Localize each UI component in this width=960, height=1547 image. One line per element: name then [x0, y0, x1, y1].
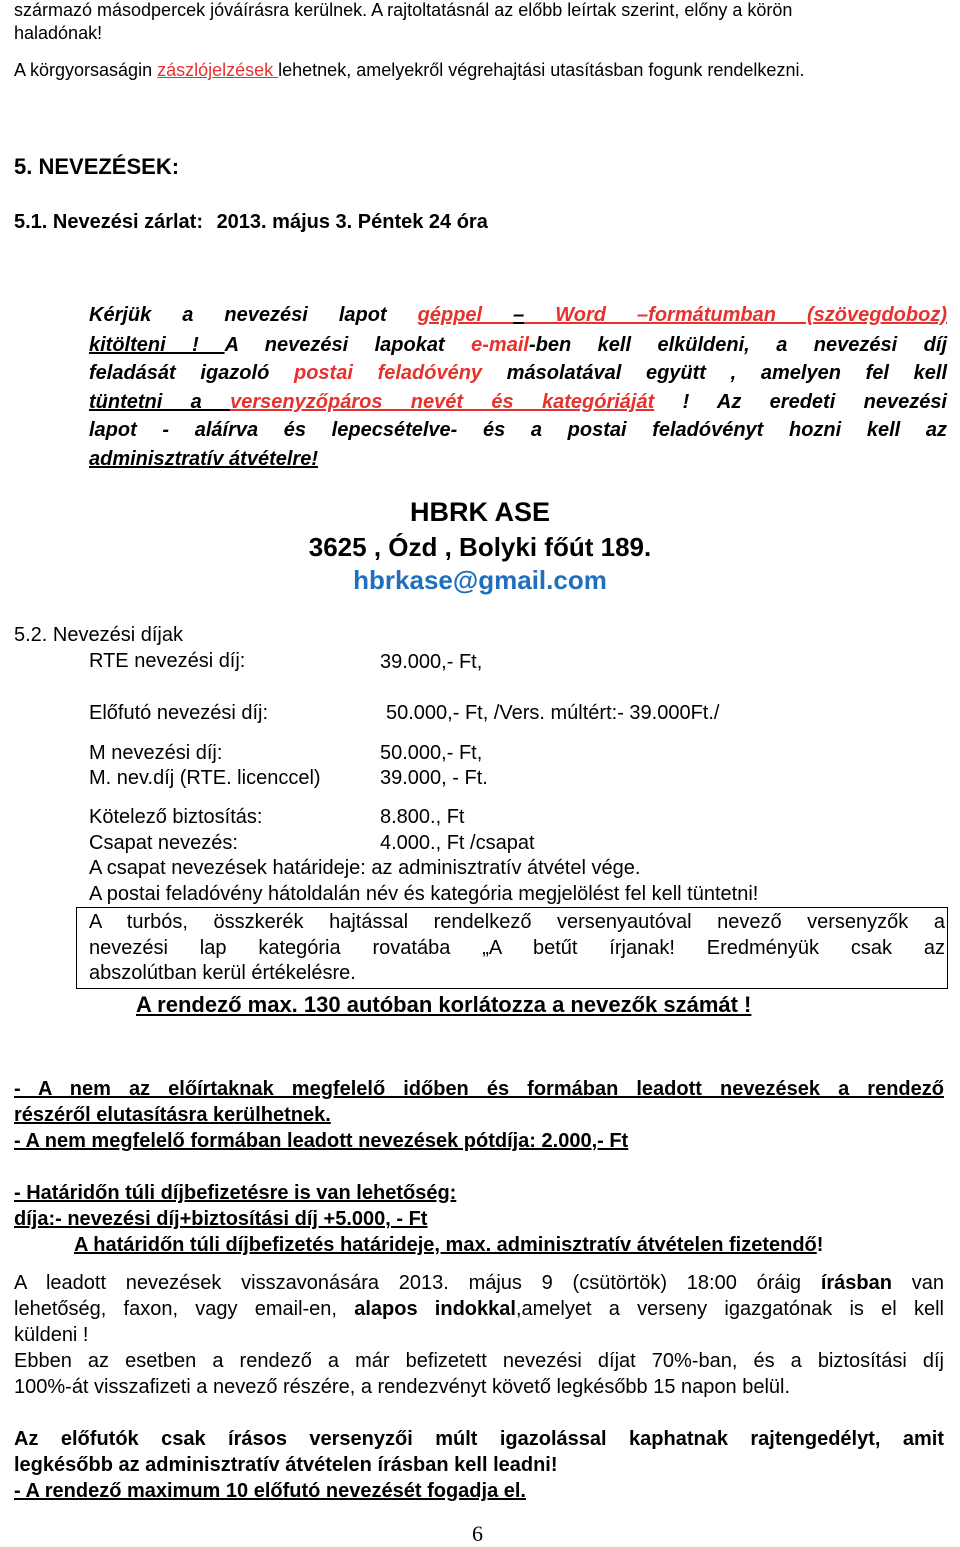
notice-line-3	[89, 362, 947, 385]
rule-late-line-1: - A nem az előírtaknak megfelelő időben és formában leadott nevezések a rendező	[14, 1078, 944, 1100]
fee-value-rte: 39.000,- Ft,	[380, 651, 483, 673]
rule-late-line-2: részéről elutasításra kerülhetnek.	[14, 1104, 331, 1126]
late-payment-deadline-end: !	[816, 1234, 824, 1256]
late-payment-deadline	[74, 1234, 823, 1257]
intro-line-2: haladónak!	[14, 23, 103, 43]
team-deadline: A csapat nevezések határideje: az adminisztratív átvétel vége.	[89, 857, 641, 879]
fee-label-team: Csapat nevezés:	[89, 832, 238, 854]
fee-label-insurance: Kötelező biztosítás:	[89, 806, 263, 828]
late-payment-deadline-text: A határidőn túli díjbefizetés határideje, max. adminisztratív átvételen fizetendő	[74, 1234, 817, 1256]
notice-highlight-pair: versenyzőpáros nevét és kategóriáját	[230, 391, 655, 413]
intro-line-3	[14, 60, 804, 81]
notice-text: Kérjük a nevezési lapot	[89, 304, 418, 326]
notice-highlight-machine: géppel	[417, 304, 514, 326]
notice-text: feladását igazoló	[89, 362, 294, 384]
fee-label-m: M nevezési díj:	[89, 742, 223, 764]
deadline-value: 2013. május 3. Péntek 24 óra	[216, 211, 488, 233]
notice-highlight-email: e-mail	[471, 334, 529, 356]
intro-line-1: származó másodpercek jóváírásra kerülnek. A rajtoltatásnál az előbb leírtak szerint, előny a körön	[14, 0, 793, 20]
withdraw-line-2: lehetőség, faxon, vagy email-en, alapos indokkal,amelyet a verseny igazgatónak is el kell	[14, 1298, 944, 1320]
page-number: 6	[472, 1521, 483, 1546]
notice-text: másolatával együtt , amelyen fel kell	[482, 362, 948, 384]
fee-label-m-licence: M. nev.díj (RTE. licenccel)	[89, 767, 321, 789]
withdraw-line-1: A leadott nevezések visszavonására 2013. május 9 (csütörtök) 18:00 óráig írásban van	[14, 1272, 944, 1294]
postal-note: A postai feladóvény hátoldalán név és kategória megjelölést fel kell tüntetni!	[89, 883, 759, 905]
fee-label-rte: RTE nevezési díj:	[89, 650, 246, 672]
notice-line-2	[89, 334, 947, 357]
notice-text: kitölteni !	[89, 334, 225, 356]
withdraw-with-reasons: alapos indokkal	[354, 1298, 516, 1320]
fees-heading: 5.2. Nevezési díjak	[14, 624, 183, 646]
withdraw-line-4: Ebben az esetben a rendező a már befizetett nevezési díjat 70%-ban, és a biztosítási díj	[14, 1350, 944, 1372]
notice-line-5	[89, 419, 947, 442]
notice-text: lapot - aláírva és lepecsételve- és a postai feladóvényt hozni kell az	[89, 419, 947, 441]
fee-value-m-licence: 39.000, - Ft.	[380, 767, 488, 789]
fee-label-prerunner: Előfutó nevezési díj:	[89, 702, 268, 724]
notice-line-6: adminisztratív átvételre!	[89, 448, 318, 470]
notice-line-1	[89, 304, 947, 327]
deadline-label: 5.1. Nevezési zárlat:	[14, 211, 203, 233]
intro-line-3-post: lehetnek, amelyekről végrehajtási utasításban fogunk rendelkezni.	[278, 60, 805, 80]
deadline-line	[14, 211, 488, 234]
org-email[interactable]: hbrkase@gmail.com	[353, 565, 607, 595]
org-address: 3625 , Ózd , Bolyki főút 189.	[308, 532, 652, 562]
notice-highlight-word: Word –formátumban (szövegdoboz)	[524, 304, 947, 326]
withdraw-in-writing: írásban	[820, 1272, 892, 1294]
notice-dash: –	[513, 304, 525, 326]
prerunner-line-1: Az előfutók csak írásos versenyzői múlt igazolással kaphatnak rajtengedélyt, amit	[14, 1428, 944, 1450]
notice-text: ! Az eredeti nevezési	[654, 391, 947, 413]
withdraw-line-3: küldeni !	[14, 1324, 89, 1346]
notice-line-4	[89, 391, 947, 414]
notice-text: -ben kell elküldeni, a nevezési díj	[528, 334, 948, 356]
notice-text: A nevezési lapokat	[224, 334, 472, 356]
late-payment-fee: díja:- nevezési díj+biztosítási díj +5.000, - Ft	[14, 1208, 428, 1230]
boxed-line-1: A turbós, összkerék hajtással rendelkező versenyautóval nevező versenyzők a	[89, 911, 945, 933]
org-name: HBRK ASE	[409, 497, 550, 527]
boxed-line-2: nevezési lap kategória rovatába „A betűt írjanak! Eredményük csak az	[89, 937, 945, 959]
late-payment-heading: - Határidőn túli díjbefizetésre is van lehetőség:	[14, 1182, 457, 1204]
car-limit-note: A rendező max. 130 autóban korlátozza a nevezők számát !	[136, 992, 752, 1017]
section-heading: 5. NEVEZÉSEK:	[14, 154, 180, 179]
flag-signals-link: zászlójelzések	[157, 60, 279, 80]
fee-value-prerunner: 50.000,- Ft, /Vers. múltért:- 39.000Ft./	[386, 702, 720, 724]
intro-line-3-pre: A körgyorsaságin	[14, 60, 158, 80]
fee-value-insurance: 8.800., Ft	[380, 806, 465, 828]
withdraw-line-5: 100%-át visszafizeti a nevező részére, a rendezvényt követő legkésőbb 15 napon belül.	[14, 1376, 791, 1398]
fee-value-m: 50.000,- Ft,	[380, 742, 483, 764]
notice-highlight-postal: postai feladóvény	[293, 362, 483, 384]
fee-value-team: 4.000., Ft /csapat	[380, 832, 535, 854]
boxed-line-3: abszolútban kerül értékelésre.	[89, 962, 356, 984]
prerunner-line-3: - A rendező maximum 10 előfutó nevezését fogadja el.	[14, 1480, 526, 1502]
rule-surcharge: - A nem megfelelő formában leadott nevezések pótdíja: 2.000,- Ft	[14, 1130, 629, 1152]
notice-text: tüntetni a	[89, 391, 231, 413]
prerunner-line-2: legkésőbb az adminisztratív átvételen írásban kell leadni!	[14, 1454, 558, 1476]
